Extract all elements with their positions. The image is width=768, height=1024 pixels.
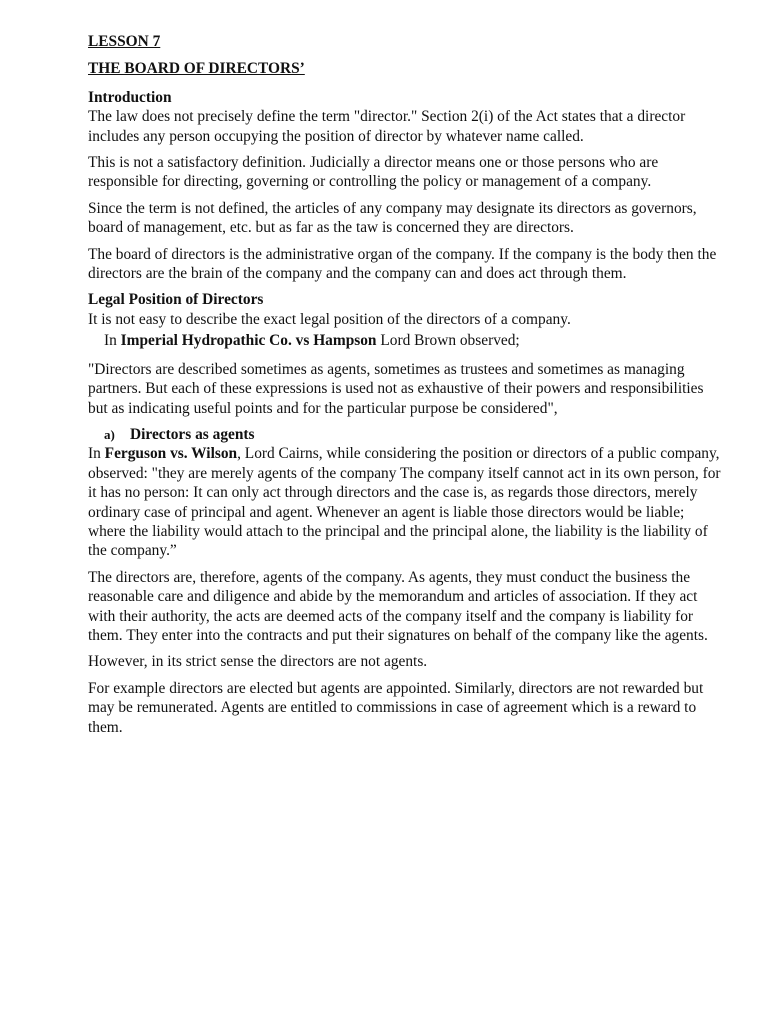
introduction-heading: Introduction (88, 88, 172, 106)
intro-paragraph-2: This is not a satisfactory definition. Judicially a director means one or those persons who are responsible for directing, governing or controlling the policy or management of a company. (88, 154, 659, 191)
agents-rest: , Lord Cairns, while considering the position or directors of a public company, observed: "they are merely agents of the company The company itself cannot act in its own person, for it has no person: It can only act through directors and the case is, as regards those directors, merely ordinary case of principal and agent. Whenever an agent is liable those directors would be liable; where the liability would attach to the principal and the principal alone, the liability is the liability of the company.” (88, 445, 721, 560)
agents-prefix: In (88, 445, 105, 463)
legal-paragraph-1: It is not easy to describe the exact legal position of the directors of a company. (88, 310, 571, 328)
agents-case-name: Ferguson vs. Wilson (104, 445, 238, 463)
intro-paragraph-3: Since the term is not defined, the articles of any company may designate its directors as governors, board of management, etc. but as far as the taw is concerned they are directors. (88, 199, 697, 237)
list-marker: a) (104, 426, 115, 442)
case-prefix: In (104, 332, 121, 350)
case-suffix: Lord Brown observed; (376, 332, 520, 350)
lesson-number: LESSON 7 (88, 33, 161, 50)
agents-paragraph-3: However, in its strict sense the directors are not agents. (88, 653, 428, 671)
directors-as-agents-heading (88, 425, 722, 444)
case-citation-line (88, 331, 722, 350)
intro-paragraph-4: The board of directors is the administrative organ of the company. If the company is the body then the directors are the brain of the company and the company can and does act through them. (88, 245, 717, 283)
legal-position-heading: Legal Position of Directors (88, 291, 264, 309)
page-title: THE BOARD OF DIRECTORS’ (88, 60, 305, 78)
agents-paragraph-2: The directors are, therefore, agents of the company. As agents, they must conduct the business the reasonable care and diligence and abide by the memorandum and articles of association. If they act with their authority, the acts are deemed acts of the company itself and the company is liability for them. They enter into the contracts and put their signatures on behalf of the company like the agents. (88, 568, 708, 644)
quote-paragraph: "Directors are described sometimes as agents, sometimes as trustees and sometimes as managing partners. But each of these expressions is used not as exhaustive of their powers and responsibilities but as indicating useful points and for the particular purpose be considered", (88, 360, 704, 417)
case-name: Imperial Hydropathic Co. vs Hampson (120, 332, 377, 350)
agents-paragraph-1 (88, 444, 722, 560)
agents-paragraph-4: For example directors are elected but agents are appointed. Similarly, directors are not rewarded but may be remunerated. Agents are entitled to commissions in case of agreement which is a reward to them. (88, 679, 704, 736)
intro-paragraph-1: The law does not precisely define the term "director." Section 2(i) of the Act states that a director includes any person occupying the position of director by whatever name called. (88, 108, 686, 145)
subheading-label: Directors as agents (130, 425, 255, 443)
